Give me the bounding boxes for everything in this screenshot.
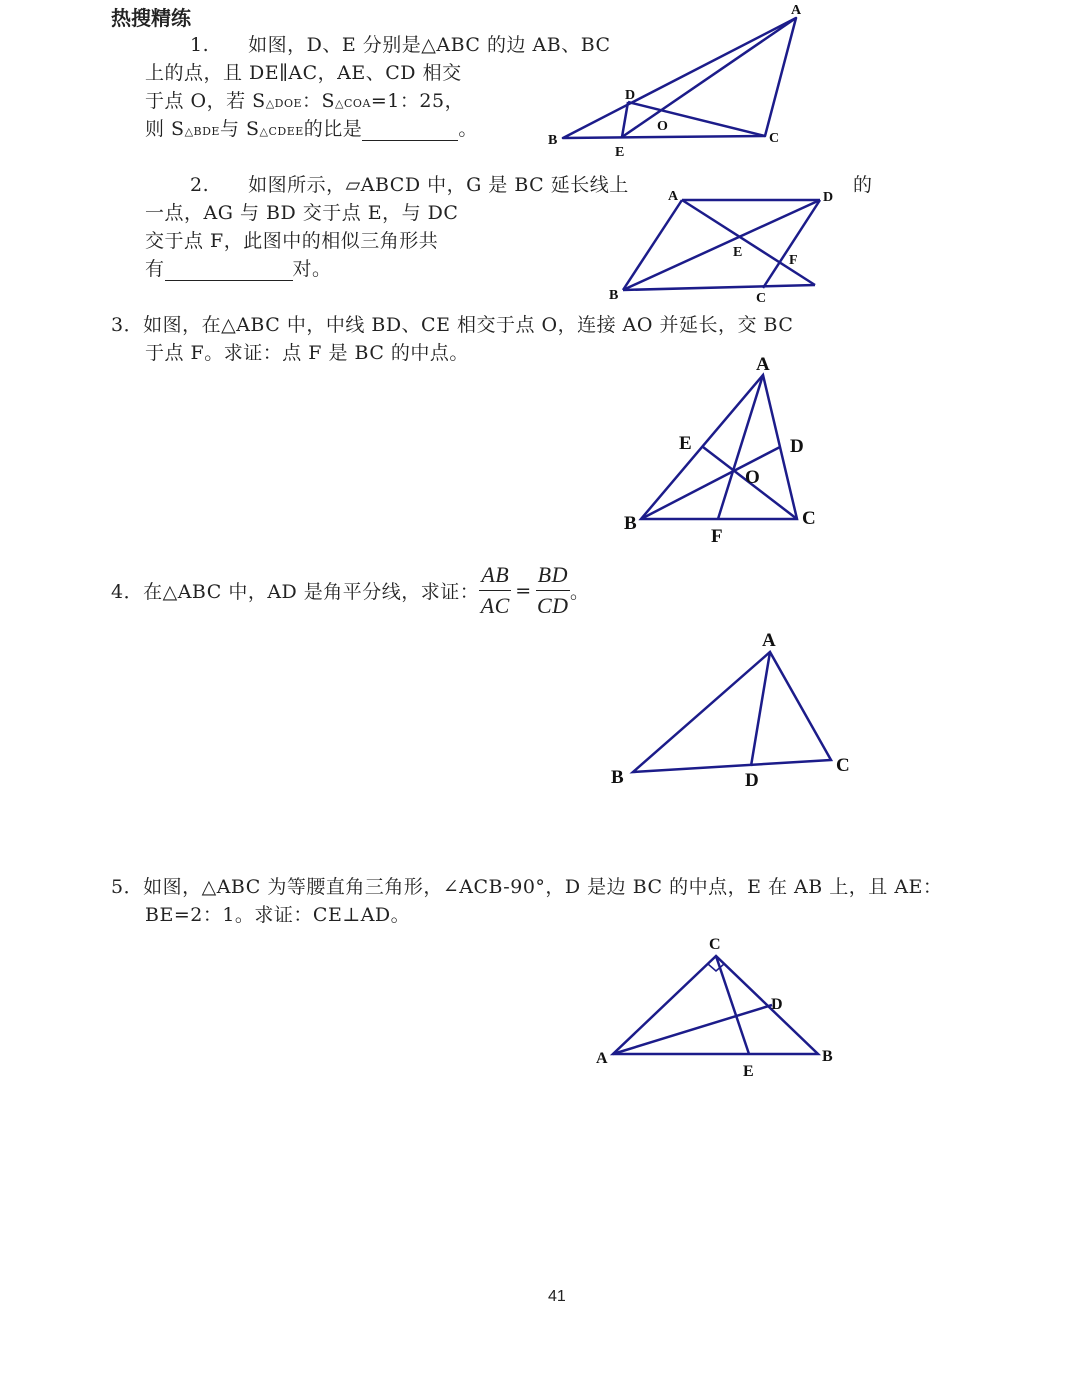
t: 的比是 [303, 118, 363, 140]
label: A [762, 630, 776, 651]
subscript: △BDE [184, 125, 220, 138]
label: C [802, 508, 816, 529]
label: B [822, 1048, 833, 1065]
p1-line1: 1. 如图，D、E 分别是△ABC 的边 AB、BC [190, 34, 611, 56]
label: A [596, 1050, 608, 1067]
denominator: CD [537, 593, 569, 618]
p5-line2: BE=2：1。求证：CE⊥AD。 [145, 904, 411, 926]
p2-line1: 2. 如图所示，▱ABCD 中，G 是 BC 延长线上 [190, 174, 629, 196]
figure-4 [633, 652, 831, 772]
label: O [745, 467, 760, 488]
t: 于点 O，若 S [145, 90, 266, 112]
label: F [789, 253, 798, 268]
label: A [668, 189, 679, 204]
figure-5 [613, 956, 818, 1054]
label: O [657, 119, 668, 134]
subscript: △DOE [265, 97, 303, 110]
t: 。 [458, 118, 478, 140]
label: E [733, 245, 743, 260]
label: B [611, 767, 624, 788]
label: B [609, 288, 619, 303]
label: B [624, 513, 637, 534]
t: =1：25， [370, 90, 465, 112]
label: D [771, 996, 783, 1013]
label: E [615, 145, 625, 160]
section-heading: 热搜精练 [111, 6, 191, 30]
denominator: AC [480, 593, 510, 618]
figure-1 [563, 18, 796, 138]
t: 与 S [219, 118, 260, 140]
label: C [756, 291, 767, 306]
numerator: BD [536, 560, 570, 591]
p3-line2: 于点 F。求证：点 F 是 BC 的中点。 [145, 342, 469, 364]
p2-line2: 一点，AG 与 BD 交于点 E，与 DC [145, 202, 459, 224]
equals: = [515, 579, 532, 602]
p5-line1: 5．如图，△ABC 为等腰直角三角形，∠ACB-90°，D 是边 BC 的中点，E 在 AB 上，且 AE： [111, 876, 943, 898]
p2-line1-end: 的 [853, 174, 873, 196]
t: 有 [145, 258, 165, 280]
p1-line2: 上的点，且 DE∥AC，AE、CD 相交 [145, 62, 462, 84]
label: C [709, 936, 721, 953]
label: C [836, 755, 850, 776]
label: C [769, 131, 780, 146]
t: 。 [569, 581, 590, 603]
label: D [823, 190, 834, 205]
p2-line3: 交于点 F，此图中的相似三角形共 [145, 230, 439, 252]
numerator: AB [479, 560, 511, 591]
label: A [791, 3, 802, 18]
label: A [756, 354, 770, 375]
label: D [790, 436, 804, 457]
label: D [745, 770, 759, 791]
figure-3 [641, 375, 797, 519]
subscript: △CDEE [259, 125, 304, 138]
page-number: 41 [548, 1288, 566, 1305]
label: E [743, 1063, 754, 1080]
label: B [548, 133, 558, 148]
t: 对。 [292, 258, 332, 280]
t: ：S [302, 90, 336, 112]
label: E [679, 433, 692, 454]
figure-2 [623, 200, 820, 290]
t: 4．在△ABC 中，AD 是角平分线，求证： [111, 581, 480, 603]
label: F [711, 526, 723, 547]
label: D [625, 88, 636, 103]
t: 则 S [145, 118, 185, 140]
p3-line1: 3．如图，在△ABC 中，中线 BD、CE 相交于点 O，连接 AO 并延长，交 BC [111, 314, 794, 336]
subscript: △COA [335, 97, 371, 110]
